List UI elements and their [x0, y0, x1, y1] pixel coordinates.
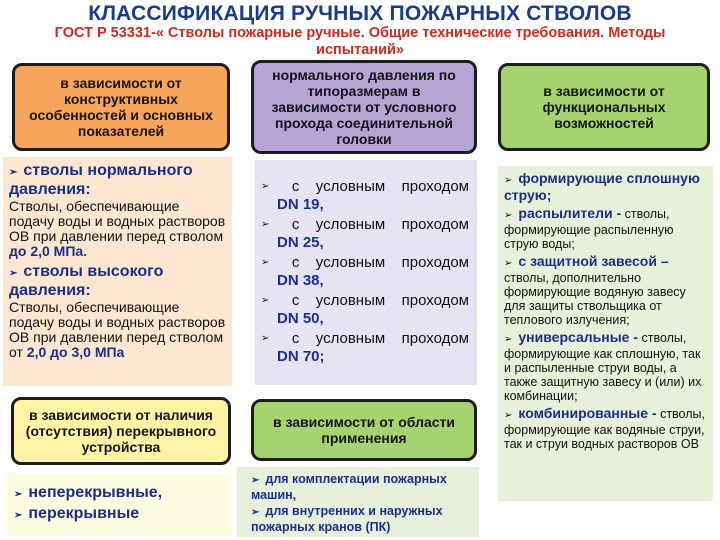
bullet-icon: ➢ [261, 295, 270, 306]
pressure-prefix-word: проходом [401, 292, 469, 309]
bullet-icon: ➢ [261, 181, 270, 192]
function-item [504, 330, 707, 403]
high-pressure-value: 2,0 до 3,0 МПа [26, 344, 125, 360]
pressure-prefix-word: условным [315, 216, 386, 233]
bullet-icon: ➢ [504, 258, 513, 269]
pressure-dn-value: DN 19, [277, 196, 324, 213]
pressure-item [261, 292, 469, 310]
pressure-prefix-word: проходом [401, 254, 469, 271]
header-shutoff-text: в зависимости от наличия (отсутствия) перекрывного устройства [25, 407, 217, 455]
bullet-icon: ➢ [504, 334, 513, 345]
function-item [504, 171, 707, 203]
bullet-icon: ➢ [504, 410, 513, 421]
header-application [251, 399, 477, 461]
pressure-prefix-word: с [291, 292, 300, 309]
normal-pressure-title: ➢ стволы нормального давления: [9, 162, 193, 198]
function-item-text: стволы, дополнительно формирующие водяную завесу для защиты ствольщика от теплового излучения; [504, 271, 686, 327]
pressure-dn-value: DN 50, [277, 310, 324, 327]
header-application-text: в зависимости от области применения [272, 414, 456, 446]
header-function-text: в зависимости от функциональных возможностей [542, 83, 666, 131]
header-design-text: в зависимости от конструктивных особенностей и основных показателей [29, 75, 213, 139]
function-item-text: стволы, формирующие как водяные струи, так и струи водных растворов ОВ [504, 407, 705, 451]
header-function [498, 63, 710, 151]
high-pressure-text: Стволы, обеспечивающие подачу воды и водных растворов ОВ при давлении перед стволом от 2,0 до 3,0 МПа [9, 299, 226, 360]
function-item-text: стволы, формирующие распыленную струю воды; [504, 207, 674, 251]
pressure-prefix-word: с [291, 254, 300, 271]
function-item [504, 406, 707, 451]
function-item-title: распылители - [518, 205, 622, 221]
pressure-prefix-word: проходом [401, 330, 469, 347]
application-item: ➢ для внутренних и наружных пожарных кранов (ПК) [251, 504, 443, 534]
function-item-text: стволы, формирующие как сплошную, так и распыленные струи воды, а также защитную завесу и (или) их комбинации; [504, 331, 702, 403]
page-title: КЛАССИФИКАЦИЯ РУЧНЫХ ПОЖАРНЫХ СТВОЛОВ [88, 2, 632, 25]
header-design [12, 63, 230, 151]
pressure-dn-value: DN 38, [277, 272, 324, 289]
function-item-title: формирующие сплошную струю; [504, 170, 700, 203]
bullet-icon: ➢ [504, 175, 513, 186]
function-item-title: комбинированные - [518, 405, 657, 421]
application-item: ➢ для комплектации пожарных машин, [251, 472, 447, 502]
pressure-prefix-word: с [291, 330, 300, 347]
bullet-icon: ➢ [14, 489, 23, 500]
normal-pressure-value: до 2,0 МПа. [9, 243, 88, 259]
pressure-item [261, 330, 469, 348]
pressure-dn-value: DN 70; [277, 348, 325, 365]
pressure-item [261, 216, 469, 234]
pressure-prefix-word: проходом [401, 178, 469, 195]
bullet-icon: ➢ [261, 333, 270, 344]
function-item-title: с защитной завесой – [518, 253, 669, 269]
bullet-icon: ➢ [504, 210, 513, 221]
pressure-dn-value: DN 25, [277, 234, 324, 251]
bullet-icon: ➢ [251, 475, 260, 486]
pressure-prefix-word: условным [315, 292, 386, 309]
function-item [504, 254, 707, 327]
shutoff-item: ➢ неперекрывные, [14, 484, 163, 501]
function-list [504, 171, 707, 451]
shutoff-panel [6, 474, 231, 536]
bullet-icon: ➢ [261, 219, 270, 230]
bullet-icon: ➢ [14, 510, 23, 521]
bullet-icon: ➢ [251, 507, 260, 518]
pressure-list [261, 178, 469, 366]
high-pressure-title: ➢ стволы высокого давления: [9, 263, 164, 299]
design-panel [3, 157, 232, 386]
application-panel [237, 467, 479, 537]
header-pressure-text: нормального давления по типоразмерам в зависимости от условного прохода соединительной головки [271, 67, 457, 147]
pressure-prefix-word: условным [315, 254, 386, 271]
pressure-panel [255, 160, 477, 385]
function-item [504, 206, 707, 251]
pressure-prefix-word: с [291, 216, 300, 233]
function-panel [498, 166, 713, 501]
header-shutoff [11, 397, 231, 465]
bullet-icon: ➢ [261, 257, 270, 268]
bullet-icon: ➢ [9, 167, 18, 178]
shutoff-item: ➢ перекрывные [14, 505, 140, 522]
header-pressure [251, 60, 477, 154]
pressure-prefix-word: проходом [401, 216, 469, 233]
normal-pressure-text: Стволы, обеспечивающие подачу воды и водных растворов ОВ при давлении перед стволом до 2,0 МПа. [9, 198, 226, 259]
pressure-prefix-word: условным [315, 330, 386, 347]
page-subtitle: ГОСТ Р 53331-« Стволы пожарные ручные. Общие технические требования. Методы испытаний» [54, 25, 666, 58]
bullet-icon: ➢ [9, 268, 18, 279]
pressure-item [261, 178, 469, 196]
pressure-prefix-word: с [291, 178, 300, 195]
pressure-prefix-word: условным [315, 178, 386, 195]
pressure-item [261, 254, 469, 272]
function-item-title: универсальные - [518, 329, 638, 345]
